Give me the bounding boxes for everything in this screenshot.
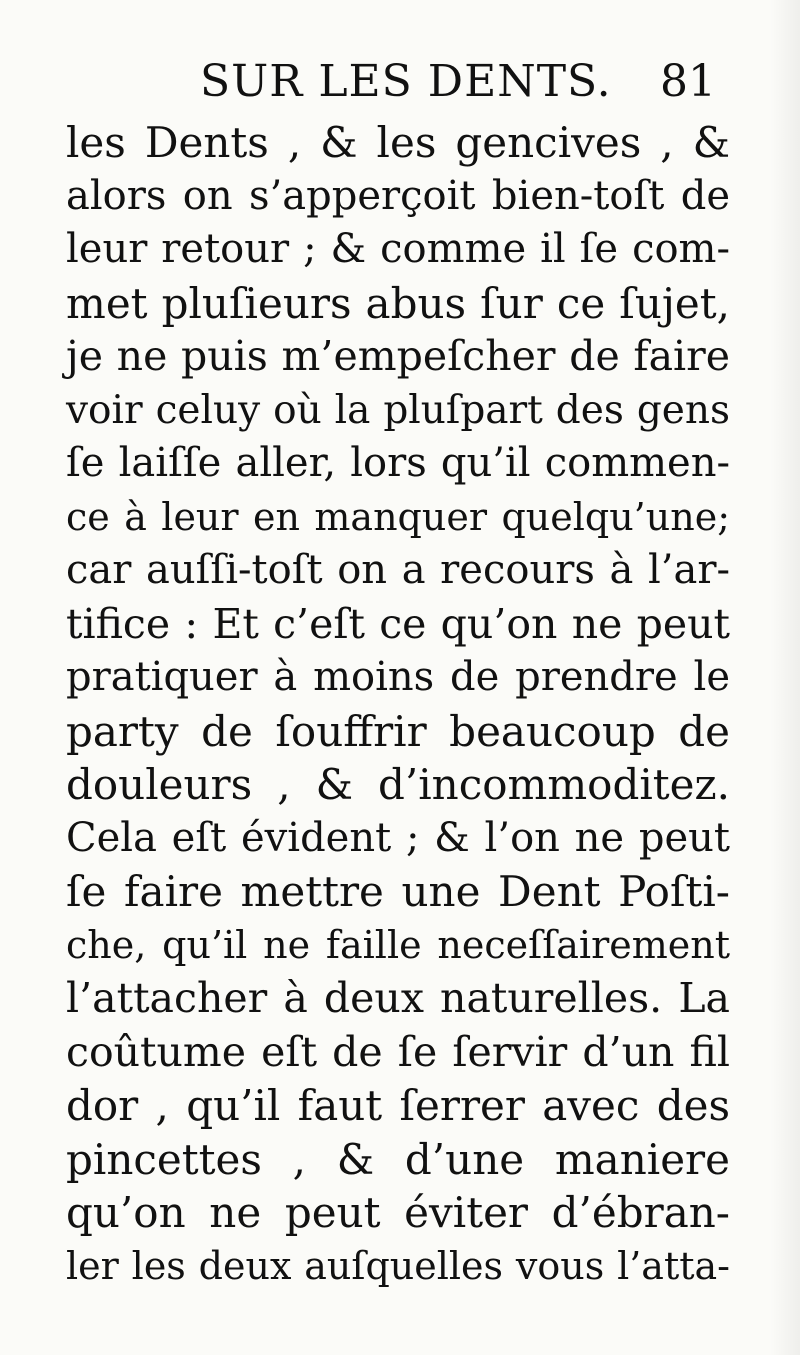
running-head: SUR LES DENTS. [200,56,612,107]
text-line: ce à leur en manquer quelqu’une; [66,494,730,539]
text-line: alors on s’apperçoit bien-toſt de [66,172,730,219]
text-line: qu’on ne peut éviter d’ébran- [66,1188,730,1237]
text-line: dor , qu’il faut ſerrer avec des [66,1081,730,1130]
text-line: pratiquer à moins de prendre le [66,654,730,700]
text-line: Cela eſt évident ; & l’on ne peut [66,814,730,861]
text-line: voir celuy où la pluſpart des gens [66,387,730,433]
page-number: 81 [660,56,716,107]
text-line: party de ſouffrir beaucoup de [66,706,730,756]
text-line: tifice : Et c’eſt ce qu’on ne peut [66,599,730,648]
text-line: car auſſi-toſt on a recours à l’ar- [66,547,730,593]
page-header [0,48,800,108]
text-line: ſe faire mettre une Dent Poſti- [66,867,730,916]
text-line: coûtume eſt de ſe ſervir d’un fil [66,1027,730,1076]
text-line: ſe laiſſe aller, lors qu’il commen- [66,440,730,486]
text-line: leur retour ; & comme il ſe com- [66,226,730,272]
text-line: les Dents , & les gencives , & [66,118,730,167]
text-line: pincettes , & d’une maniere [66,1134,730,1184]
body-text [66,116,730,1293]
text-line: douleurs , & d’incommoditez. [66,760,730,809]
page-edge-shadow [770,0,800,1355]
text-line: l’attacher à deux naturelles. La [66,974,730,1022]
text-line: ler les deux auſquelles vous l’atta- [66,1243,730,1288]
text-line: je ne puis m’empeſcher de faire [66,332,730,380]
text-line: che, qu’il ne faille neceſſairement [66,922,730,967]
text-line: met pluſieurs abus ſur ce ſujet, [66,278,730,328]
